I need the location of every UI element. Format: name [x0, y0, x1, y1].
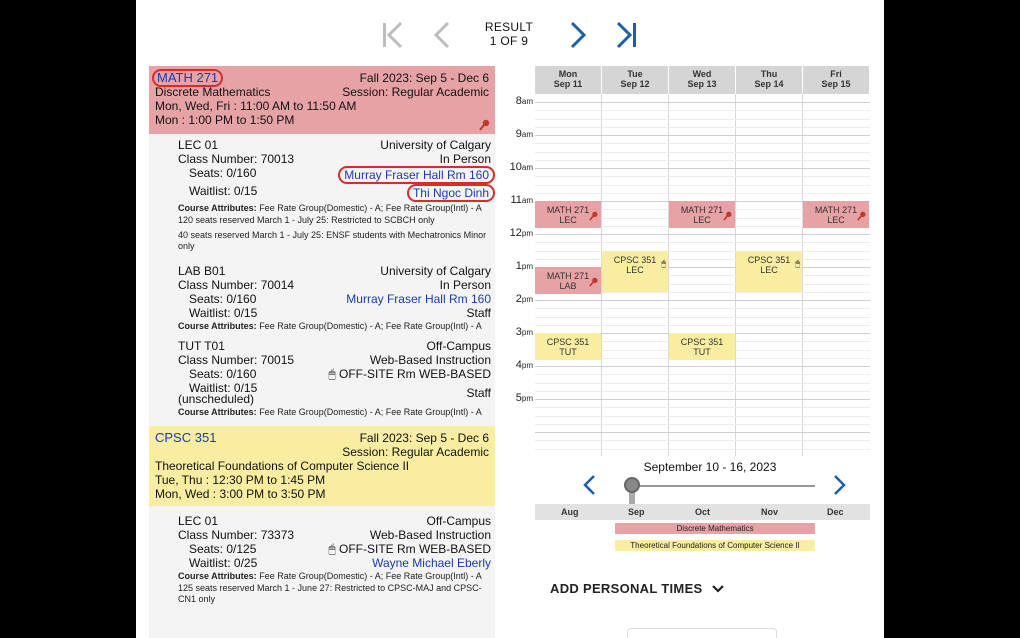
event-course: CPSC 351 — [680, 337, 724, 347]
course-header-cpsc351 — [149, 426, 495, 506]
event-course: CPSC 351 — [613, 255, 657, 265]
event-course: MATH 271 — [546, 271, 590, 281]
reservation-note: 125 seats reserved March 1 - June 27: Restricted to CPSC-MAJ and CPSC-CN1 only — [178, 583, 482, 604]
hour-meridiem: am — [521, 97, 533, 106]
room-link[interactable]: Murray Fraser Hall Rm 160 — [338, 166, 495, 184]
attributes-label: Course Attributes: — [178, 571, 257, 581]
pin-icon — [723, 211, 733, 221]
time-gridline — [535, 449, 870, 450]
course-title: Theoretical Foundations of Computer Science II — [155, 459, 410, 473]
course-session: Session: Regular Academic — [342, 445, 489, 459]
last-page-icon — [614, 21, 638, 49]
waitlist: Waitlist: 0/25 — [189, 556, 258, 570]
event-type: LEC — [760, 265, 778, 275]
time-gridline — [535, 424, 870, 425]
seats: Seats: 0/125 — [189, 542, 257, 556]
first-result-button[interactable] — [380, 18, 406, 52]
course-time: Tue, Thu : 12:30 PM to 1:45 PM — [155, 473, 326, 487]
calendar-event[interactable] — [803, 201, 869, 228]
timeline-month: Aug — [561, 507, 579, 517]
hour-number: 2 — [515, 293, 522, 305]
event-course: CPSC 351 — [747, 255, 791, 265]
delivery-mode: In Person — [439, 152, 491, 166]
instructor: Staff — [466, 386, 491, 400]
day-of-week: Mon — [558, 69, 578, 79]
hour-meridiem: pm — [521, 295, 533, 304]
calendar-event[interactable] — [535, 267, 601, 294]
chevron-down-icon — [711, 584, 725, 594]
time-gridline — [535, 374, 870, 375]
chevron-right-icon — [569, 21, 587, 49]
room — [328, 542, 491, 556]
event-type: TUT — [693, 347, 711, 357]
time-gridline — [535, 325, 870, 326]
mouse-icon: 🖱 — [795, 259, 800, 268]
section-campus: University of Calgary — [380, 138, 491, 152]
calendar-event[interactable] — [736, 251, 802, 292]
room-link[interactable]: Murray Fraser Hall Rm 160 — [346, 292, 491, 306]
section-cpsc-lec01 — [149, 506, 495, 607]
hour-label — [505, 293, 533, 305]
attributes-text: Fee Rate Group(Domestic) - A; Fee Rate Group(Intl) - A — [259, 321, 482, 331]
chevron-left-icon — [433, 21, 451, 49]
pin-icon — [857, 211, 867, 221]
course-attributes — [178, 571, 491, 582]
hour-label — [505, 227, 533, 239]
time-gridline — [535, 391, 870, 392]
event-course: CPSC 351 — [546, 337, 590, 347]
section-lab-b01 — [149, 254, 495, 334]
pin-icon — [589, 211, 599, 221]
section-campus: Off-Campus — [426, 339, 491, 353]
time-gridline — [535, 110, 870, 111]
attributes-text: Fee Rate Group(Domestic) - A; Fee Rate Group(Intl) - A — [259, 203, 482, 213]
delivery-mode: Web-Based Instruction — [369, 353, 491, 367]
hour-meridiem: am — [521, 130, 533, 139]
seats: Seats: 0/160 — [189, 367, 257, 381]
event-type: LEC — [827, 215, 845, 225]
hour-number: 11 — [510, 194, 522, 206]
class-number: Class Number: 70015 — [178, 353, 295, 367]
waitlist: Waitlist: 0/15 — [189, 381, 258, 395]
timeline-bar-cpsc351: Theoretical Foundations of Computer Science II — [615, 540, 815, 551]
time-gridline — [535, 317, 870, 318]
calendar-event[interactable] — [535, 333, 601, 360]
time-gridline — [535, 185, 870, 186]
reservation-note: 40 seats reserved March 1 - July 25: ENSF students with Mechatronics Minor only — [178, 230, 487, 251]
event-type: LEC — [693, 215, 711, 225]
room — [328, 367, 491, 381]
event-type: LEC — [559, 215, 577, 225]
time-gridline — [535, 300, 870, 301]
hour-number: 8 — [515, 95, 522, 107]
attributes-text: Fee Rate Group(Domestic) - A; Fee Rate Group(Intl) - A — [259, 407, 482, 417]
pin-icon[interactable] — [479, 119, 491, 131]
time-gridline — [535, 152, 870, 153]
add-personal-times-button[interactable] — [550, 581, 725, 596]
hour-number: 4 — [515, 359, 522, 371]
event-type: LEC — [626, 265, 644, 275]
day-of-week: Fri — [830, 69, 842, 79]
course-term: Fall 2023: Sep 5 - Dec 6 — [359, 71, 489, 85]
day-date: Sep 15 — [821, 79, 851, 89]
time-gridline — [535, 193, 870, 194]
time-gridline — [535, 383, 870, 384]
hour-label — [505, 392, 533, 404]
time-gridline — [535, 308, 870, 309]
timeline-month: Oct — [695, 507, 711, 517]
course-time: Mon, Wed : 3:00 PM to 3:50 PM — [155, 487, 326, 501]
time-gridline — [535, 407, 870, 408]
time-gridline — [535, 440, 870, 441]
week-label: September 10 - 16, 2023 — [643, 460, 777, 474]
waitlist: Waitlist: 0/15 — [189, 306, 258, 320]
unscheduled-label: (unscheduled) — [178, 392, 255, 406]
hour-meridiem: am — [521, 196, 533, 205]
day-header — [803, 66, 869, 94]
event-type: TUT — [559, 347, 577, 357]
next-week-button[interactable] — [833, 474, 847, 496]
hour-label — [505, 326, 533, 338]
time-gridline — [535, 432, 870, 433]
course-header-math271 — [149, 66, 495, 134]
instructor-link[interactable]: Wayne Michael Eberly — [372, 556, 491, 570]
event-course: MATH 271 — [814, 205, 858, 215]
hour-number: 10 — [509, 161, 522, 173]
day-of-week: Tue — [627, 69, 643, 79]
hour-number: 9 — [515, 128, 522, 140]
time-gridline — [535, 234, 870, 235]
hour-meridiem: am — [521, 163, 533, 172]
seats: Seats: 0/160 — [189, 166, 257, 180]
result-counter — [466, 20, 552, 48]
timeline-month: Dec — [827, 507, 844, 517]
time-gridline — [535, 119, 870, 120]
section-name: LEC 01 — [178, 514, 219, 528]
timeline-month-row — [535, 504, 870, 520]
course-attributes — [178, 321, 491, 332]
time-gridline — [535, 416, 870, 417]
previous-week-button[interactable] — [582, 474, 596, 496]
add-personal-times-label: ADD PERSONAL TIMES — [550, 581, 703, 596]
event-type: LAB — [559, 281, 577, 291]
time-gridline — [535, 251, 870, 252]
room-text: OFF-SITE Rm WEB-BASED — [338, 542, 491, 556]
day-date: Sep 12 — [620, 79, 650, 89]
seats: Seats: 0/160 — [189, 292, 257, 306]
next-result-button[interactable] — [566, 18, 590, 52]
schedule-page — [136, 0, 884, 638]
timeline-bar-math271: Discrete Mathematics — [615, 523, 815, 534]
section-lec01 — [149, 134, 495, 254]
day-header — [602, 66, 668, 94]
first-page-icon — [381, 21, 405, 49]
hour-number: 5 — [515, 392, 522, 404]
course-code-link[interactable]: MATH 271 — [152, 69, 223, 87]
time-gridline — [535, 143, 870, 144]
course-term: Fall 2023: Sep 5 - Dec 6 — [359, 431, 489, 445]
delivery-mode: Web-Based Instruction — [369, 528, 491, 542]
day-date: Sep 11 — [553, 79, 583, 89]
timeline-track — [625, 485, 815, 487]
hour-meridiem: pm — [521, 361, 533, 370]
hour-label — [505, 95, 533, 107]
time-gridline — [535, 127, 870, 128]
event-course: MATH 271 — [680, 205, 724, 215]
attributes-label: Course Attributes: — [178, 407, 257, 417]
hour-number: 3 — [515, 326, 522, 338]
mouse-icon: 🖱 — [328, 367, 336, 381]
instructor-link[interactable]: Thi Ngoc Dinh — [407, 184, 495, 202]
mouse-icon: 🖱 — [328, 542, 336, 556]
delivery-mode: In Person — [439, 278, 491, 292]
pin-icon — [589, 277, 599, 287]
day-header — [669, 66, 735, 94]
day-date: Sep 13 — [687, 79, 717, 89]
course-attributes — [178, 203, 491, 214]
waitlist: Waitlist: 0/15 — [189, 184, 258, 198]
hour-label — [505, 260, 533, 272]
hour-meridiem: pm — [521, 328, 533, 337]
course-details-panel — [149, 66, 495, 638]
hour-label — [505, 359, 533, 371]
hour-number: 1 — [515, 260, 522, 272]
section-name: LEC 01 — [178, 138, 219, 152]
hour-meridiem: pm — [521, 229, 533, 238]
hour-meridiem: pm — [521, 262, 533, 271]
time-gridline — [535, 168, 870, 169]
attributes-text: Fee Rate Group(Domestic) - A; Fee Rate Group(Intl) - A — [259, 571, 482, 581]
course-session: Session: Regular Academic — [342, 85, 489, 99]
last-result-button[interactable] — [612, 18, 640, 52]
hour-number: 12 — [509, 227, 522, 239]
day-of-week: Wed — [692, 69, 712, 79]
previous-result-button[interactable] — [430, 18, 454, 52]
room-text: OFF-SITE Rm WEB-BASED — [338, 367, 491, 381]
timeline-slider-handle[interactable] — [624, 477, 640, 493]
class-number: Class Number: 70013 — [178, 152, 295, 166]
event-course: MATH 271 — [546, 205, 590, 215]
attributes-label: Course Attributes: — [178, 321, 257, 331]
section-campus: Off-Campus — [426, 514, 491, 528]
calendar-event[interactable] — [669, 333, 735, 360]
class-number: Class Number: 70014 — [178, 278, 295, 292]
time-gridline — [535, 366, 870, 367]
calendar-event[interactable] — [535, 201, 601, 228]
collapsed-panel-edge — [627, 628, 777, 638]
section-tut-t01 — [149, 334, 495, 420]
timeline-month: Nov — [761, 507, 779, 517]
time-gridline — [535, 135, 870, 136]
time-gridline — [535, 160, 870, 161]
day-of-week: Thu — [760, 69, 778, 79]
timeline-month: Sep — [628, 507, 645, 517]
time-gridline — [535, 259, 870, 260]
result-position: 1 OF 9 — [489, 34, 529, 48]
day-header — [736, 66, 802, 94]
calendar-grid — [509, 94, 870, 456]
calendar-event[interactable] — [602, 251, 668, 292]
course-code-link[interactable]: CPSC 351 — [155, 430, 217, 445]
class-number: Class Number: 73373 — [178, 528, 295, 542]
reservation-note: 120 seats reserved March 1 - July 25: Restricted to SCBCH only — [178, 215, 435, 225]
calendar-event[interactable] — [669, 201, 735, 228]
time-gridline — [535, 399, 870, 400]
result-label: RESULT — [484, 20, 534, 34]
hour-meridiem: pm — [521, 394, 533, 403]
time-gridline — [535, 242, 870, 243]
time-gridline — [535, 176, 870, 177]
course-time: Mon : 1:00 PM to 1:50 PM — [155, 113, 295, 127]
course-time: Mon, Wed, Fri : 11:00 AM to 11:50 AM — [155, 99, 357, 113]
course-title: Discrete Mathematics — [155, 85, 271, 99]
section-name: TUT T01 — [178, 339, 225, 353]
section-name: LAB B01 — [178, 264, 226, 278]
mouse-icon: 🖱 — [661, 259, 666, 268]
hour-label — [505, 128, 533, 140]
day-header — [535, 66, 601, 94]
time-gridline — [535, 102, 870, 103]
attributes-label: Course Attributes: — [178, 203, 257, 213]
hour-label — [505, 194, 533, 206]
day-date: Sep 14 — [754, 79, 784, 89]
section-campus: University of Calgary — [380, 264, 491, 278]
course-attributes — [178, 407, 491, 418]
hour-label — [505, 161, 533, 173]
instructor: Staff — [466, 306, 491, 320]
